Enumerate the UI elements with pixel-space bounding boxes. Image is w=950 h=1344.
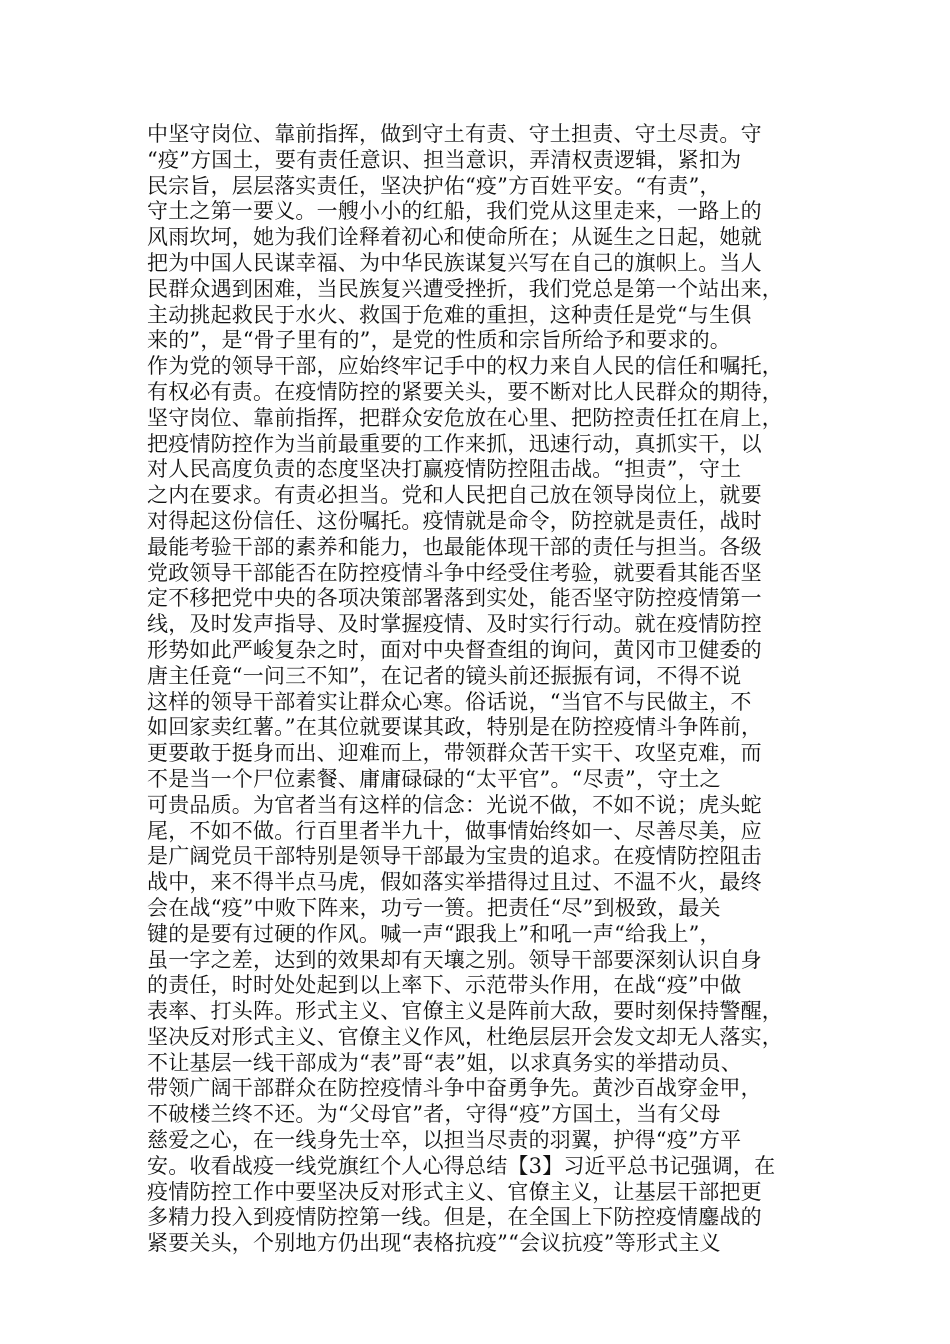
text-line: 慈爱之心，在一线身先士卒，以担当尽责的羽翼，护得“疫”方平 [147, 1128, 742, 1153]
text-line: 作为党的领导干部，应始终牢记手中的权力来自人民的信任和嘱托， [147, 354, 783, 379]
text-line: 战中，来不得半点马虎，假如落实举措得过且过、不温不火，最终 [147, 870, 762, 895]
text-line: 对得起这份信任、这份嘱托。疫情就是命令，防控就是责任，战时 [147, 508, 762, 533]
text-line: 不破楼兰终不还。为“父母官”者，守得“疫”方国土，当有父母 [147, 1102, 721, 1127]
text-line: 尾，不如不做。行百里者半九十，做事情始终如一、尽善尽美，应 [147, 818, 762, 843]
text-line: 风雨坎坷，她为我们诠释着初心和使命所在；从诞生之日起，她就 [147, 225, 762, 250]
text-line: 把疫情防控作为当前最重要的工作来抓，迅速行动，真抓实干，以 [147, 431, 762, 456]
text-line: 不让基层一线干部成为“表”哥“表”姐，以求真务实的举措动员、 [147, 1050, 742, 1075]
text-line: 党政领导干部能否在防控疫情斗争中经受住考验，就要看其能否坚 [147, 560, 762, 585]
text-line: 坚决反对形式主义、官僚主义作风，杜绝层层开会发文却无人落实， [147, 1024, 783, 1049]
text-line: 对人民高度负责的态度坚决打赢疫情防控阻击战。“担责”，守土 [147, 457, 742, 482]
text-line: 有权必有责。在疫情防控的紧要关头，要不断对比人民群众的期待， [147, 379, 783, 404]
text-line: 之内在要求。有责必担当。党和人民把自己放在领导岗位上，就要 [147, 483, 762, 508]
text-line: 民群众遇到困难，当民族复兴遭受挫折，我们党总是第一个站出来， [147, 276, 783, 301]
body-text [147, 122, 817, 1257]
text-line: 是广阔党员干部特别是领导干部最为宝贵的追求。在疫情防控阻击 [147, 844, 762, 869]
text-line: 定不移把党中央的各项决策部署落到实处，能否坚守防控疫情第一 [147, 586, 762, 611]
text-line: 民宗旨，层层落实责任，坚决护佑“疫”方百姓平安。“有责”， [147, 173, 721, 198]
text-line: 疫情防控工作中要坚决反对形式主义、官僚主义，让基层干部把更 [147, 1179, 762, 1204]
text-line: 守土之第一要义。一艘小小的红船，我们党从这里走来，一路上的 [147, 199, 762, 224]
text-line: 坚守岗位、靠前指挥，把群众安危放在心里、把防控责任扛在肩上， [147, 405, 783, 430]
text-line: 键的是要有过硬的作风。喊一声“跟我上”和吼一声“给我上”， [147, 921, 721, 946]
text-line: 可贵品质。为官者当有这样的信念：光说不做，不如不说；虎头蛇 [147, 792, 762, 817]
text-line: 形势如此严峻复杂之时，面对中央督查组的询问，黄冈市卫健委的 [147, 637, 762, 662]
text-line: 带领广阔干部群众在防控疫情斗争中奋勇争先。黄沙百战穿金甲， [147, 1076, 762, 1101]
text-line: 的责任，时时处处起到以上率下、示范带头作用，在战“疫”中做 [147, 973, 742, 998]
text-line: 这样的领导干部着实让群众心寒。俗话说，“当官不与民做主，不 [147, 689, 752, 714]
text-line: 把为中国人民谋幸福、为中华民族谋复兴写在自己的旗帜上。当人 [147, 250, 762, 275]
text-line: 唐主任竟“一问三不知”，在记者的镜头前还振振有词，不得不说 [147, 663, 742, 688]
text-line: 来的”，是“骨子里有的”，是党的性质和宗旨所给予和要求的。 [147, 328, 732, 353]
text-line: 多精力投入到疫情防控第一线。但是，在全国上下防控疫情鏖战的 [147, 1205, 762, 1230]
text-line: 最能考验干部的素养和能力，也最能体现干部的责任与担当。各级 [147, 534, 762, 559]
text-line: 安。收看战疫一线党旗红个人心得总结【3】习近平总书记强调，在 [147, 1153, 776, 1178]
text-line: 线，及时发声指导、及时掌握疫情、及时实行行动。就在疫情防控 [147, 612, 762, 637]
text-line: 主动挑起救民于水火、救国于危难的重担，这种责任是党“与生俱 [147, 302, 752, 327]
text-line: 不是当一个尸位素餐、庸庸碌碌的“太平官”。“尽责”，守土之 [147, 766, 721, 791]
text-line: 虽一字之差，达到的效果却有天壤之别。领导干部要深刻认识自身 [147, 947, 762, 972]
text-line: 紧要关头，个别地方仍出现“表格抗疫”“会议抗疫”等形式主义 [147, 1231, 721, 1256]
text-line: 更要敢于挺身而出、迎难而上，带领群众苦干实干、攻坚克难，而 [147, 741, 762, 766]
text-line: 会在战“疫”中败下阵来，功亏一篑。把责任“尽”到极致，最关 [147, 895, 721, 920]
text-line: 如回家卖红薯。”在其位就要谋其政，特别是在防控疫情斗争阵前， [147, 715, 763, 740]
text-line: 表率、打头阵。形式主义、官僚主义是阵前大敌，要时刻保持警醒， [147, 999, 783, 1024]
text-line: “疫”方国土，要有责任意识、担当意识，弄清权责逻辑，紧扣为 [147, 147, 742, 172]
text-line: 中坚守岗位、靠前指挥，做到守土有责、守土担责、守土尽责。守 [147, 122, 762, 146]
